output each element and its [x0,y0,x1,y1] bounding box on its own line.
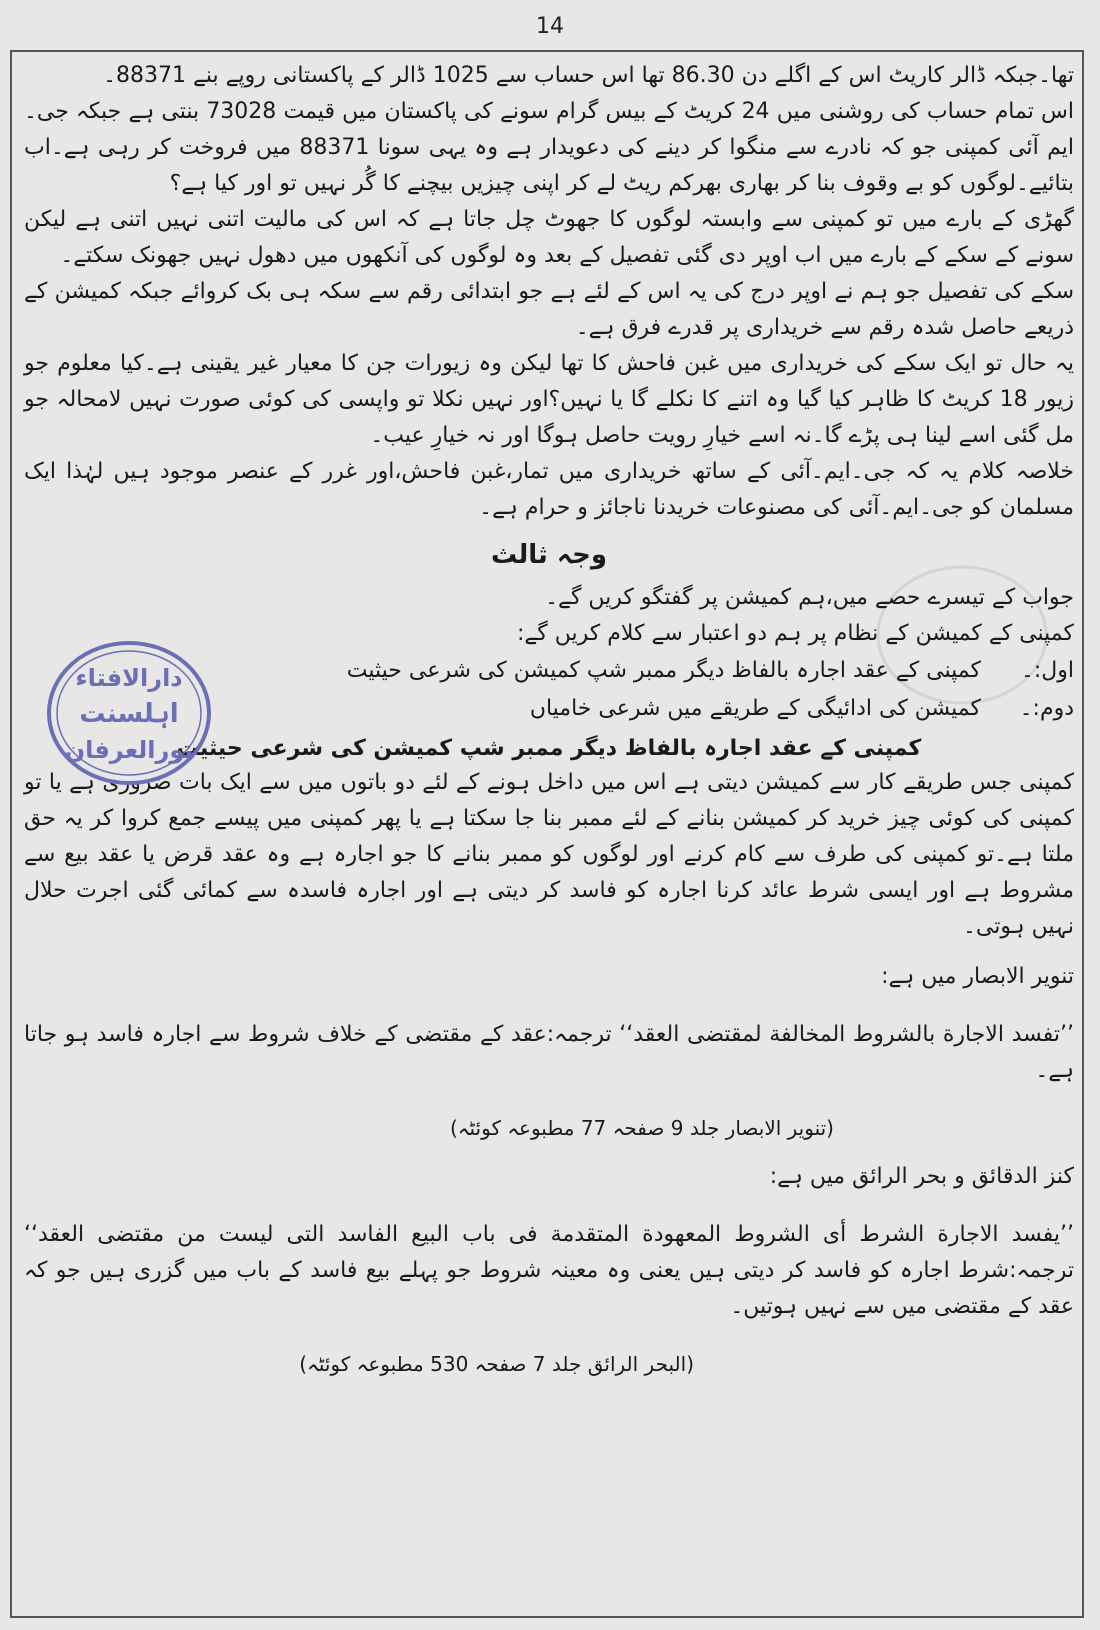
sub-heading: کمپنی کے عقد اجارہ بالفاظ دیگر ممبر شپ کمیشن کی شرعی حیثیت [176,736,922,761]
intro-line-2: کمپنی کے کمیشن کے نظام پر ہم دو اعتبار سے کلام کریں گے: [516,621,1074,646]
citation-intro-kanz: کنز الدقائق و بحر الرائق میں ہے: [769,1164,1074,1189]
page-number: 14 [536,14,564,39]
list-item-text: کمیشن کی ادائیگی کے طریقے میں شرعی خامیاں [529,696,981,721]
paragraph-jewelry: یہ حال تو ایک سکے کی خریداری میں غبن فاحش کا تھا لیکن وہ زیورات جن کا معیار غیر یقینی ہے۔کیا معلوم جو زیور 18 کریٹ کا ظاہر کیا گیا وہ اتنے کا نکلے گا یا نہیں؟اور نہیں نکلا تو واپسی کی کوئی صورت نہیں لامحالہ جو مل گئی اسے لینا ہی پڑے گا۔نہ اسے خیارِ رویت حاصل ہوگا اور نہ خیارِ عیب۔ [24,351,1075,448]
list-item-label: اول:۔ [1020,658,1074,683]
citation-intro-tanweer: تنویر الابصار میں ہے: [881,964,1074,989]
citation-quote-tanweer: ’’تفسد الاجارة بالشروط المخالفة لمقتضی العقد‘‘ ترجمہ:عقد کے مقتضی کے خلاف شروط سے اجارہ فاسد ہو جاتا ہے۔ [24,1022,1074,1083]
paragraph-gold-price: اس تمام حساب کی روشنی میں 24 کریٹ کے بیس گرام سونے کی پاکستان میں قیمت 73028 بنتی ہے جبکہ جی۔ایم آئی کمپنی جو کہ نادرے سے منگوا کر دینے کی دعویدار ہے وہ یہی سونا 88371 میں فروخت کر رہی ہے۔اب بتائیے۔لوگوں کو بے وقوف بنا کر بھاری بھرکم ریٹ لے کر اپنی چیزیں بیچنے کا گُر نہیں تو اور کیا ہے؟ [24,99,1075,196]
list-item-label: دوم:۔ [1019,696,1074,721]
stamp-line-3: نورالعرفان [64,736,194,764]
paragraph-coin-detail: سکے کی تفصیل جو ہم نے اوپر درج کی یہ اس کے لئے ہے جو ابتدائی رقم سے سکہ ہی بک کروائے جبکہ کمیشن کے ذریعے حاصل شدہ رقم سے خریداری پر قدرے فرق ہے۔ [24,279,1074,340]
citation-ref-tanweer: (تنویر الابصار جلد 9 صفحہ 77 مطبوعہ کوئٹہ) [449,1116,834,1140]
citation-quote-kanz: ’’یفسد الاجارة الشرط أی الشروط المعهودة المتقدمة فی باب البیع الفاسد التی لیست من مقتضی العقد‘‘ ترجمہ:شرط اجارہ کو فاسد کر دیتی ہیں یعنی وہ معینہ شروط جو پہلے بیع فاسد کے باب میں گزری ہیں جو کہ عقد کے مقتضی میں سے نہیں ہوتیں۔ [24,1222,1074,1319]
paragraph-commission: کمپنی جس طریقے کار سے کمیشن دیتی ہے اس میں داخل ہونے کے لئے دو باتوں میں سے ایک بات ضروری ہے یا تو کمپنی کی کوئی چیز خرید کر کمیشن بنانے کے لئے ممبر بنا جا سکتا ہے یا پھر کمپنی میں پیسے جمع کروا کر یہ حق ملتا ہے۔تو کمپنی کی طرف سے کام کرنے اور لوگوں کو ممبر بنانے کا جو اجارہ ہے وہ عقد قرض یا عقد بیع سے مشروط ہے اور ایسی شرط عائد کرنا اجارہ کو فاسد کر دیتی ہے اور اجارہ فاسدہ سے کمائی گئی اجرت حلال نہیں ہوتی۔ [24,770,1074,939]
list-item-text: کمپنی کے عقد اجارہ بالفاظ دیگر ممبر شپ کمیشن کی شرعی حیثیت [346,658,981,683]
section-heading: وجہ ثالث [491,540,607,570]
stamp-line-2: اہلسنت [79,699,179,729]
darul-ifta-seal-stamp [44,638,214,788]
paragraph-dollar-rate: تھا۔جبکہ ڈالر کاریٹ اس کے اگلے دن 86.30 تھا اس حساب سے 1025 ڈالر کے پاکستانی روپے بنے 88371۔ [103,63,1074,88]
intro-line-1: جواب کے تیسرے حصے میں،ہم کمیشن پر گفتگو کریں گے۔ [545,585,1074,610]
stamp-line-1: دارالافتاء [75,664,183,692]
paragraph-watch: گھڑی کے بارے میں تو کمپنی سے وابستہ لوگوں کا جھوٹ چل جاتا ہے کہ اس کی مالیت اتنی نہیں اتنی ہے لیکن سونے کے سکے کے بارے میں اب اوپر دی گئی تفصیل کے بعد وہ لوگوں کی آنکھوں میں دھول نہیں جھونک سکتے۔ [24,207,1074,268]
citation-ref-kanz: (البحر الرائق جلد 7 صفحہ 530 مطبوعہ کوئٹہ) [299,1352,694,1376]
paragraph-conclusion: خلاصہ کلام یہ کہ جی۔ایم۔آئی کے ساتھ خریداری میں تمار،غبن فاحش،اور غرر کے عنصر موجود ہیں لہٰذا ایک مسلمان کو جی۔ایم۔آئی کی مصنوعات خریدنا ناجائز و حرام ہے۔ [24,459,1074,520]
